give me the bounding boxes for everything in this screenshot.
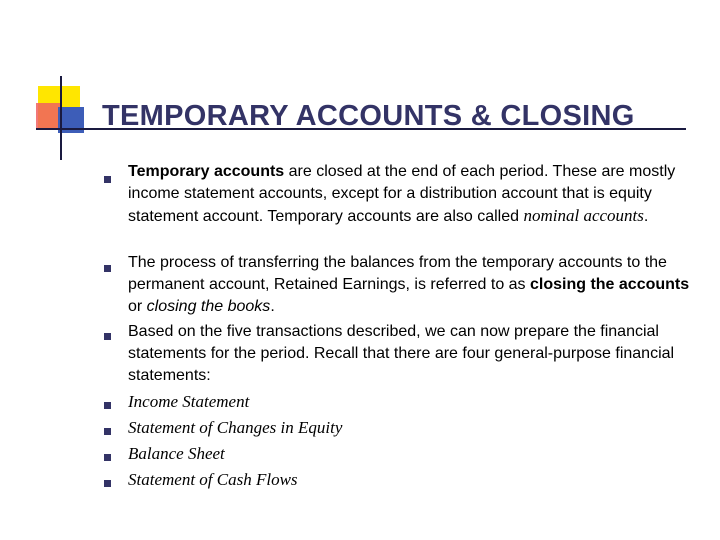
vertical-rule	[60, 76, 62, 160]
bullet-marker	[104, 265, 111, 272]
paragraph-closing-process	[128, 252, 698, 318]
paragraph-financial-statements: Based on the five transactions described, we can now prepare the financial statements for the period. Recall that there are four general-purpose financial statements:	[128, 323, 675, 384]
bullet-marker	[104, 402, 111, 409]
statement-item: Statement of Changes in Equity	[128, 418, 343, 437]
term-closing-the-accounts: closing the accounts	[530, 276, 690, 293]
paragraph-text: are closed at the end of each period. These are mostly income statement accounts, except for a distribution account that is equity statement account. Temporary accounts are also called	[128, 163, 676, 225]
period: .	[643, 208, 649, 225]
statement-item: Balance Sheet	[128, 444, 225, 463]
statement-item: Income Statement	[128, 392, 250, 411]
bullet-marker	[104, 428, 111, 435]
term-closing-the-books: closing the books	[146, 298, 271, 315]
bullet-marker	[104, 454, 111, 461]
slide-title: TEMPORARY ACCOUNTS & CLOSING	[102, 100, 635, 132]
bullet-marker	[104, 480, 111, 487]
term-temporary-accounts: Temporary accounts	[128, 163, 285, 180]
connector-or: or	[128, 298, 147, 315]
bullet-marker	[104, 333, 111, 340]
paragraph-temporary-accounts	[128, 161, 698, 228]
period: .	[270, 298, 275, 315]
bullet-marker	[104, 176, 111, 183]
paragraph-text: The process of transferring the balances from the temporary accounts to the permanent account, Retained Earnings, is referred to as	[128, 254, 667, 293]
term-nominal-accounts: nominal accounts	[523, 206, 644, 225]
statement-item: Statement of Cash Flows	[128, 470, 298, 489]
